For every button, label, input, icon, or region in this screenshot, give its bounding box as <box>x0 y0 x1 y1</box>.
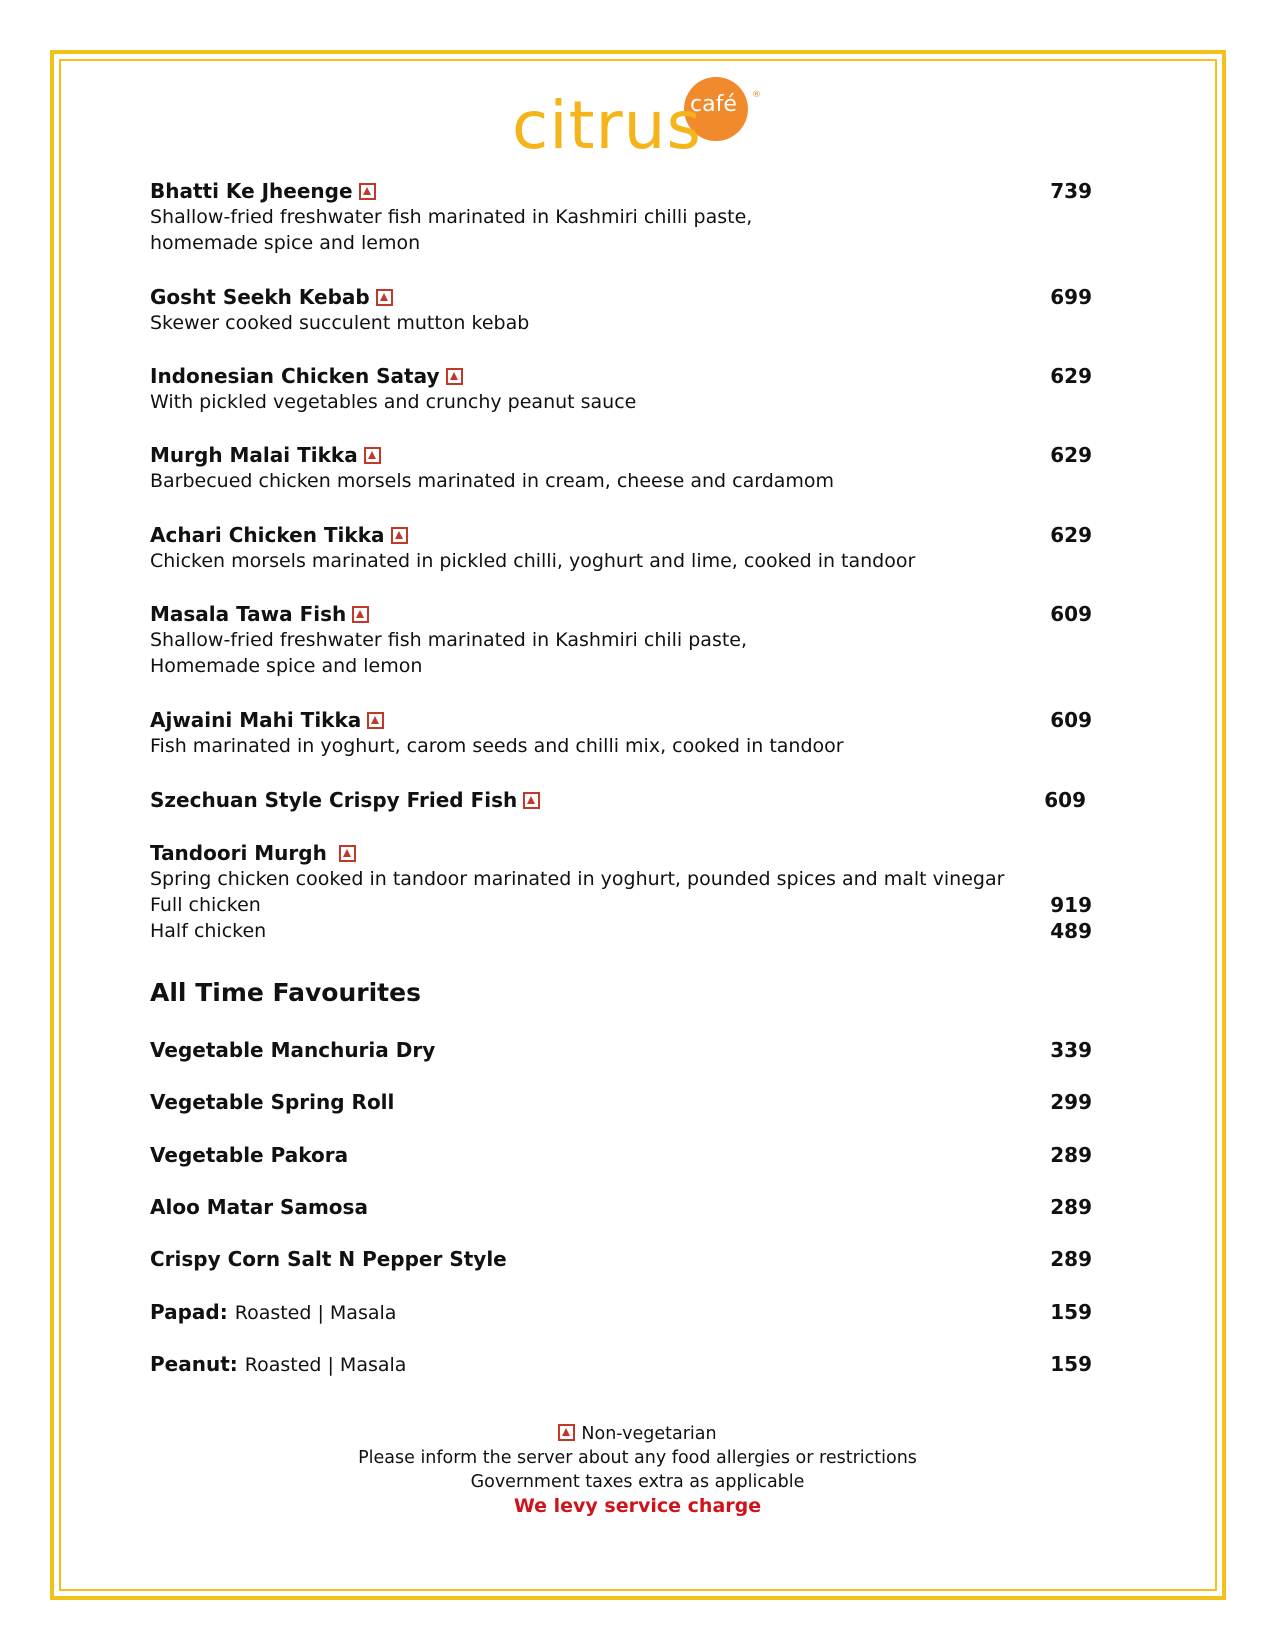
non-veg-icon <box>352 606 369 623</box>
item-description: With pickled vegetables and crunchy peanut sauce <box>150 391 637 413</box>
item-description: Skewer cooked succulent mutton kebab <box>150 312 530 334</box>
menu-item <box>150 601 1092 679</box>
item-name: Achari Chicken Tikka <box>150 523 385 547</box>
service-charge-note: We levy service charge <box>513 1495 762 1517</box>
item-price: 289 <box>1050 1195 1092 1219</box>
item-name: Crispy Corn Salt N Pepper Style <box>150 1247 507 1271</box>
tax-note: Government taxes extra as applicable <box>470 1472 805 1492</box>
item-name: Peanut: <box>150 1352 238 1376</box>
item-price: 629 <box>1050 364 1092 388</box>
menu-item-tandoori-murgh <box>150 840 1092 944</box>
item-price: 629 <box>1050 523 1092 547</box>
item-name: Masala Tawa Fish <box>150 602 347 626</box>
non-veg-icon <box>391 527 408 544</box>
item-name: Indonesian Chicken Satay <box>150 364 440 388</box>
menu-item <box>150 522 1092 574</box>
non-veg-icon <box>523 792 540 809</box>
portion-label: Half chicken <box>150 920 267 942</box>
item-name: Papad: <box>150 1300 228 1324</box>
menu-item <box>150 1246 1092 1272</box>
item-price: 299 <box>1050 1090 1092 1114</box>
item-description: Homemade spice and lemon <box>150 655 423 677</box>
menu-item <box>150 363 1092 415</box>
menu-item <box>150 787 1086 813</box>
portion-label: Full chicken <box>150 894 261 916</box>
item-description: homemade spice and lemon <box>150 232 421 254</box>
item-options: Roasted | Masala <box>234 1302 397 1324</box>
portion-row-half <box>150 918 1092 944</box>
item-name: Murgh Malai Tikka <box>150 443 358 467</box>
menu-item <box>150 707 1092 759</box>
portion-price: 489 <box>1050 919 1092 943</box>
item-name: Vegetable Pakora <box>150 1143 349 1167</box>
non-veg-icon <box>558 1424 575 1441</box>
menu-footer <box>0 1422 1275 1518</box>
item-name: Tandoori Murgh <box>150 841 327 865</box>
non-veg-icon <box>364 447 381 464</box>
item-name: Aloo Matar Samosa <box>150 1195 368 1219</box>
non-veg-icon <box>339 845 356 862</box>
non-veg-icon <box>376 289 393 306</box>
portion-row-full <box>150 892 1092 918</box>
item-name: Szechuan Style Crispy Fried Fish <box>150 788 518 812</box>
item-name: Vegetable Spring Roll <box>150 1090 395 1114</box>
item-name: Vegetable Manchuria Dry <box>150 1038 436 1062</box>
citrus-cafe-logo <box>512 72 772 172</box>
item-price: 339 <box>1050 1038 1092 1062</box>
legend-row <box>0 1422 1275 1446</box>
logo-main-text: citrus <box>512 87 702 164</box>
item-price: 629 <box>1050 443 1092 467</box>
non-veg-icon <box>446 368 463 385</box>
section-title: All Time Favourites <box>150 978 421 1007</box>
non-veg-icon <box>359 183 376 200</box>
non-veg-icon <box>367 712 384 729</box>
item-name: Bhatti Ke Jheenge <box>150 179 353 203</box>
menu-item <box>150 1194 1092 1220</box>
menu-item <box>150 178 1092 256</box>
menu-item <box>150 284 1092 336</box>
item-price: 739 <box>1050 179 1092 203</box>
item-price: 609 <box>1050 708 1092 732</box>
item-description: Shallow-fried freshwater fish marinated in Kashmiri chili paste, <box>150 629 748 651</box>
item-price: 609 <box>1050 602 1092 626</box>
item-price: 289 <box>1050 1247 1092 1271</box>
menu-item-peanut <box>150 1351 1092 1377</box>
item-price: 289 <box>1050 1143 1092 1167</box>
legend-label: Non-vegetarian <box>581 1424 717 1444</box>
item-description: Fish marinated in yoghurt, carom seeds and chilli mix, cooked in tandoor <box>150 735 844 757</box>
item-name: Gosht Seekh Kebab <box>150 285 370 309</box>
item-description: Shallow-fried freshwater fish marinated in Kashmiri chilli paste, <box>150 206 753 228</box>
item-description: Barbecued chicken morsels marinated in cream, cheese and cardamom <box>150 470 835 492</box>
item-price: 159 <box>1050 1352 1092 1376</box>
menu-item <box>150 1142 1092 1168</box>
menu-item <box>150 442 1092 494</box>
allergy-note: Please inform the server about any food allergies or restrictions <box>358 1448 917 1468</box>
item-name: Ajwaini Mahi Tikka <box>150 708 362 732</box>
menu-item-papad <box>150 1299 1092 1325</box>
item-options: Roasted | Masala <box>244 1354 407 1376</box>
logo-registered-mark: ® <box>752 90 761 100</box>
item-price: 159 <box>1050 1300 1092 1324</box>
item-price: 609 <box>1044 788 1086 812</box>
item-description: Spring chicken cooked in tandoor marinated in yoghurt, pounded spices and malt vinegar <box>150 868 1005 890</box>
logo-badge-text: café <box>690 92 737 117</box>
item-description: Chicken morsels marinated in pickled chilli, yoghurt and lime, cooked in tandoor <box>150 550 916 572</box>
menu-item <box>150 1037 1092 1063</box>
menu-item <box>150 1089 1092 1115</box>
portion-price: 919 <box>1050 893 1092 917</box>
item-price: 699 <box>1050 285 1092 309</box>
